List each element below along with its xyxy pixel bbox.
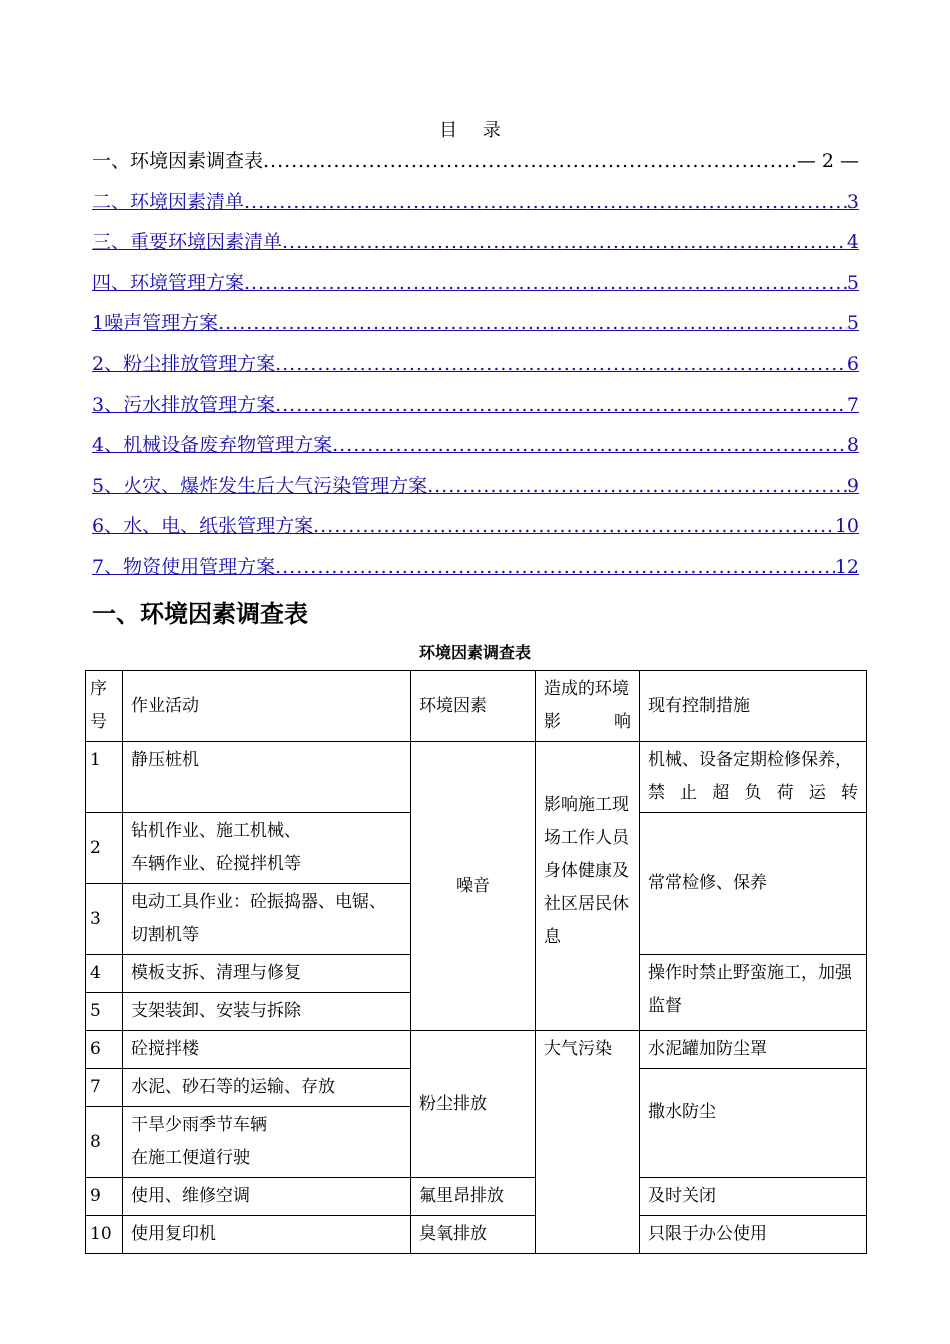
cell-factor: 噪音 bbox=[411, 742, 536, 1031]
cell-activity bbox=[123, 813, 411, 884]
header-factor: 环境因素 bbox=[411, 671, 536, 742]
cell-control bbox=[640, 1069, 867, 1178]
toc-entry-title: 1噪声管理方案 bbox=[92, 312, 219, 335]
toc-entry-title: 一、环境因素调查表 bbox=[92, 150, 264, 172]
cell-factor: 氟里昂排放 bbox=[411, 1178, 536, 1216]
cell-seq: 7 bbox=[86, 1069, 123, 1107]
toc-entry-link[interactable] bbox=[92, 511, 859, 552]
toc-leader-dots bbox=[275, 353, 847, 375]
header-impact: 造成的环境影响 bbox=[536, 671, 640, 742]
cell-control: 水泥罐加防尘罩 bbox=[640, 1031, 867, 1069]
toc-entry-page: 6 bbox=[846, 352, 859, 375]
toc-entry-title: 四、环境管理方案 bbox=[92, 271, 245, 294]
table-caption: 环境因素调查表 bbox=[418, 643, 531, 662]
cell-seq: 2 bbox=[86, 813, 123, 884]
cell-activity: 使用、维修空调 bbox=[123, 1178, 411, 1216]
toc-entry-link[interactable] bbox=[92, 308, 859, 349]
toc-entry-link[interactable] bbox=[92, 187, 859, 228]
toc-entry-page: 10 bbox=[834, 515, 859, 538]
table-of-contents bbox=[92, 146, 859, 593]
cell-activity: 模板支拆、清理与修复 bbox=[123, 955, 411, 993]
toc-leader-dots bbox=[275, 556, 835, 578]
toc-entry-title: 6、水、电、纸张管理方案 bbox=[92, 515, 314, 538]
toc-entry-title: 5、火灾、爆炸发生后大气污染管理方案 bbox=[92, 474, 428, 497]
activity-line: 车辆作业、砼搅拌机等 bbox=[131, 854, 301, 874]
cell-control: 及时关闭 bbox=[640, 1178, 867, 1216]
toc-entry-page: 9 bbox=[846, 474, 859, 497]
toc-entry-title: 7、物资使用管理方案 bbox=[92, 555, 276, 578]
cell-activity: 水泥、砂石等的运输、存放 bbox=[123, 1069, 411, 1107]
toc-entry-link[interactable] bbox=[92, 390, 859, 431]
toc-entry-link[interactable] bbox=[92, 471, 859, 512]
table-row bbox=[86, 1178, 867, 1216]
toc-entry-title: 2、粉尘排放管理方案 bbox=[92, 352, 276, 375]
header-control: 现有控制措施 bbox=[640, 671, 867, 742]
cell-activity: 砼搅拌楼 bbox=[123, 1031, 411, 1069]
toc-entry-title: 三、重要环境因素清单 bbox=[92, 231, 283, 254]
toc-entry-link[interactable] bbox=[92, 349, 859, 390]
cell-seq: 10 bbox=[86, 1216, 123, 1254]
toc-entry-page: 5 bbox=[846, 271, 859, 294]
toc-leader-dots bbox=[282, 231, 847, 253]
toc-entry-page: 7 bbox=[846, 393, 859, 416]
toc-entry-link[interactable] bbox=[92, 227, 859, 268]
cell-seq: 6 bbox=[86, 1031, 123, 1069]
toc-entry-link[interactable] bbox=[92, 552, 859, 593]
cell-activity bbox=[123, 1107, 411, 1178]
toc-leader-dots bbox=[244, 272, 847, 294]
header-activity: 作业活动 bbox=[123, 671, 411, 742]
activity-line: 干旱少雨季节车辆 bbox=[131, 1115, 267, 1135]
cell-activity: 支架装卸、安装与拆除 bbox=[123, 993, 411, 1031]
table-header-row bbox=[86, 671, 867, 742]
environment-survey-table bbox=[85, 670, 867, 1254]
cell-control: 只限于办公使用 bbox=[640, 1216, 867, 1254]
toc-entry-title: 4、机械设备废弃物管理方案 bbox=[92, 434, 333, 457]
toc-leader-dots bbox=[313, 515, 835, 537]
cell-impact bbox=[536, 742, 640, 1031]
cell-seq: 8 bbox=[86, 1107, 123, 1178]
toc-leader-dots bbox=[332, 434, 847, 456]
activity-line: 钻机作业、施工机械、 bbox=[131, 821, 301, 841]
table-row bbox=[86, 1031, 867, 1069]
cell-control: 机械、设备定期检修保养，禁止超负荷运转 bbox=[640, 742, 867, 813]
cell-seq: 4 bbox=[86, 955, 123, 993]
toc-entry-title: 3、污水排放管理方案 bbox=[92, 393, 276, 416]
toc-entry-title: 二、环境因素清单 bbox=[92, 190, 245, 213]
cell-factor: 粉尘排放 bbox=[411, 1031, 536, 1178]
cell-activity: 电动工具作业：砼振捣器、电锯、切割机等 bbox=[123, 884, 411, 955]
toc-entry-page: 3 bbox=[846, 190, 859, 213]
impact-text: 影响施工现场工作人员身体健康及社区居民休息 bbox=[544, 794, 629, 947]
toc-entry-page: 5 bbox=[846, 312, 859, 335]
cell-control: 常常检修、保养 bbox=[640, 813, 867, 955]
cell-control: 操作时禁止野蛮施工，加强监督 bbox=[640, 955, 867, 1031]
control-text: 撒水防尘 bbox=[648, 1101, 716, 1122]
toc-entry[interactable] bbox=[92, 146, 859, 187]
table-row bbox=[86, 1216, 867, 1254]
toc-leader-dots bbox=[427, 475, 847, 497]
table-row bbox=[86, 742, 867, 813]
cell-factor: 臭氧排放 bbox=[411, 1216, 536, 1254]
toc-entry-page: — 2 — bbox=[796, 150, 859, 172]
toc-title: 目 录 bbox=[439, 120, 511, 141]
toc-entry-page: 12 bbox=[834, 555, 859, 578]
cell-activity: 使用复印机 bbox=[123, 1216, 411, 1254]
toc-entry-page: 4 bbox=[846, 231, 859, 254]
cell-seq: 5 bbox=[86, 993, 123, 1031]
toc-leader-dots bbox=[244, 191, 847, 213]
toc-leader-dots bbox=[218, 312, 847, 334]
toc-entry-page: 8 bbox=[846, 434, 859, 457]
header-seq: 序号 bbox=[86, 671, 123, 742]
toc-leader-dots bbox=[263, 150, 797, 172]
toc-leader-dots bbox=[275, 394, 847, 416]
cell-seq: 1 bbox=[86, 742, 123, 813]
cell-impact: 大气污染 bbox=[536, 1031, 640, 1254]
cell-activity: 静压桩机 bbox=[123, 742, 411, 813]
activity-line: 在施工便道行驶 bbox=[131, 1148, 250, 1168]
toc-entry-link[interactable] bbox=[92, 430, 859, 471]
cell-seq: 9 bbox=[86, 1178, 123, 1216]
section-heading: 一、环境因素调查表 bbox=[92, 600, 308, 628]
toc-entry-link[interactable] bbox=[92, 268, 859, 309]
cell-seq: 3 bbox=[86, 884, 123, 955]
